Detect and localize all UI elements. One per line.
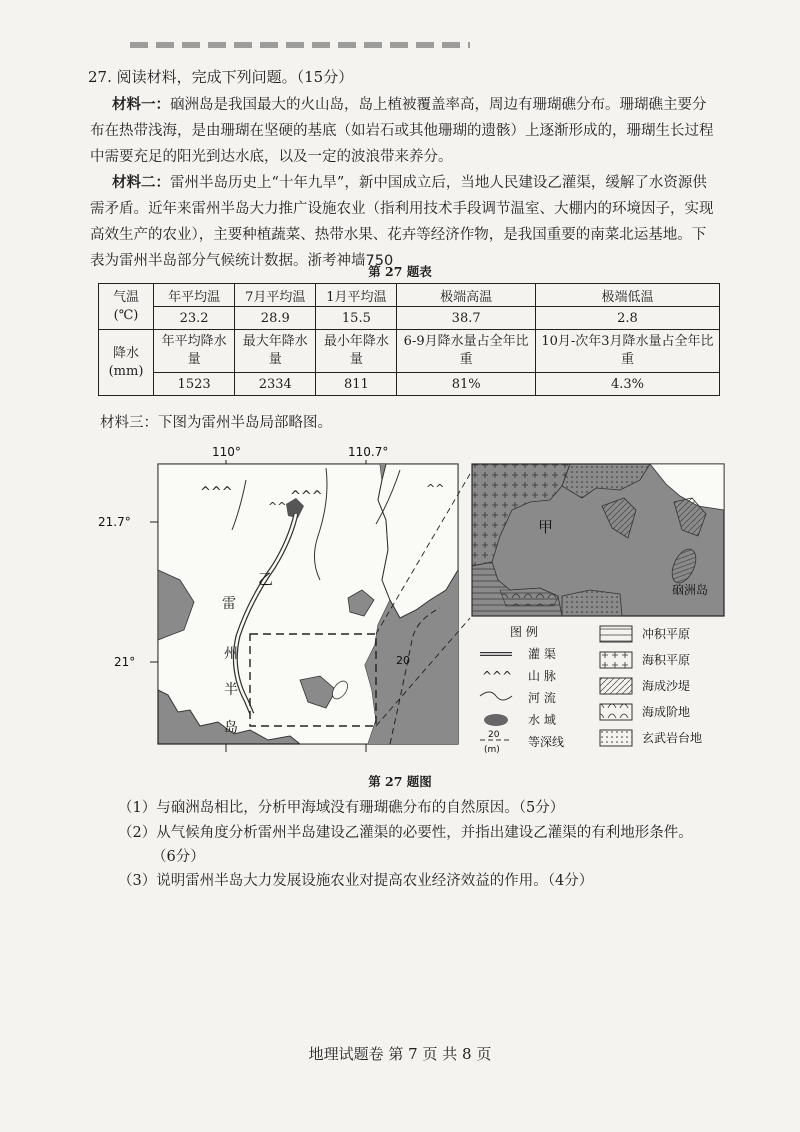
legend-item: 海成阶地: [642, 705, 691, 719]
table-cell: 15.5: [316, 307, 397, 330]
table-cell: 38.7: [397, 307, 536, 330]
table-cell: 2334: [235, 373, 316, 396]
legend-item: 海积平原: [642, 653, 691, 667]
map-legend: [480, 624, 702, 755]
table-cell: 7月平均温: [235, 284, 316, 307]
main-map: [98, 445, 470, 752]
legend-title: 图 例: [510, 625, 538, 639]
svg-text:^^^: ^^^: [482, 669, 513, 683]
leizhou-map: [98, 440, 730, 770]
question-title: 27. 阅读材料，完成下列问题。（15分）: [88, 68, 354, 86]
sub-question-2-score: （6分）: [152, 849, 205, 865]
table-row: [99, 330, 720, 373]
rain-header: 降水 (mm): [99, 330, 154, 396]
table-cell: 6-9月降水量占全年比重: [397, 330, 536, 373]
legend-item: 山 脉: [528, 669, 556, 683]
lon-label-110: 110°: [212, 445, 241, 459]
svg-text:^^^: ^^^: [200, 485, 233, 500]
material-1: [90, 92, 720, 170]
table-cell: 4.3%: [535, 373, 719, 396]
table-cell: 年平均温: [154, 284, 235, 307]
lat-label-21: 21°: [114, 655, 136, 669]
table-cell: 81%: [397, 373, 536, 396]
table-cell: 28.9: [235, 307, 316, 330]
legend-item: 水 域: [528, 713, 556, 727]
table-cell: 最大年降水量: [235, 330, 316, 373]
table-cell: 2.8: [535, 307, 719, 330]
material-1-label: 材料一：: [112, 96, 170, 113]
material-1-text: 硇洲岛是我国最大的火山岛，岛上植被覆盖率高，周边有珊瑚礁分布。珊瑚礁主要分布在热带浅海，是由珊瑚在坚硬的基底（如岩石或其他珊瑚的遗骸）上逐渐形成的，珊瑚生长过程中需要充足的阳光到达水底，以及一定的波浪带来养分。: [90, 97, 714, 165]
table-row: [99, 373, 720, 396]
table-cell: 1523: [154, 373, 235, 396]
peninsula-char: 雷: [222, 596, 236, 612]
table-cell: 极端高温: [397, 284, 536, 307]
table-cell: 23.2: [154, 307, 235, 330]
figure-caption: 第 27 题图: [368, 774, 432, 789]
peninsula-char: 岛: [224, 720, 238, 736]
legend-isobath-sample: 20: [488, 730, 500, 740]
table-row: [99, 284, 720, 307]
legend-item: 等深线: [528, 735, 565, 749]
legend-item: 河 流: [528, 691, 556, 705]
svg-text:^^: ^^: [268, 500, 287, 513]
table-cell: 10月-次年3月降水量占全年比重: [535, 330, 719, 373]
table-cell: 最小年降水量: [316, 330, 397, 373]
table-cell: 极端低温: [535, 284, 719, 307]
sub-question-3: （3）说明雷州半岛大力发展设施农业对提高农业经济效益的作用。（4分）: [118, 873, 594, 889]
scan-artifact: [130, 42, 470, 48]
lat-label-21-7: 21.7°: [98, 515, 131, 529]
isobath-label: 20: [396, 654, 410, 667]
temp-header: 气温 (℃): [99, 284, 154, 330]
peninsula-char: 半: [224, 682, 238, 698]
climate-table: [98, 283, 720, 396]
legend-item: 冲积平原: [642, 627, 691, 641]
table-caption: 第 27 题表: [368, 264, 432, 279]
page-footer: 地理试题卷 第 7 页 共 8 页: [308, 1045, 492, 1063]
inset-map: [472, 464, 724, 616]
legend-item: 玄武岩台地: [642, 731, 703, 745]
material-3: 材料三：下图为雷州半岛局部略图。: [100, 415, 332, 431]
inset-sea-label: 甲: [538, 518, 554, 536]
table-cell: 811: [316, 373, 397, 396]
lon-label-110-7: 110.7°: [348, 445, 389, 459]
sub-question-2: （2）从气候角度分析雷州半岛建设乙灌渠的必要性，并指出建设乙灌渠的有利地形条件。: [118, 825, 693, 841]
legend-isobath-unit: (m): [484, 745, 500, 755]
canal-label: 乙: [258, 570, 274, 588]
svg-text:^^: ^^: [426, 482, 445, 495]
peninsula-char: 州: [224, 646, 238, 662]
material-2: [90, 170, 720, 274]
svg-text:^^^: ^^^: [290, 489, 323, 504]
material-2-label: 材料二：: [112, 174, 170, 191]
legend-item: 海成沙堤: [642, 679, 691, 693]
legend-item: 灌 渠: [528, 647, 556, 661]
table-cell: 1月平均温: [316, 284, 397, 307]
sub-question-1: （1）与硇洲岛相比，分析甲海域没有珊瑚礁分布的自然原因。（5分）: [118, 800, 565, 816]
table-cell: 年平均降水量: [154, 330, 235, 373]
table-row: [99, 307, 720, 330]
watermark-text: 浙考神墙750: [307, 253, 394, 269]
material-2-text: 雷州半岛历史上“十年九旱”，新中国成立后，当地人民建设乙灌渠，缓解了水资源供需矛盾。近年来雷州半岛大力推广设施农业（指利用技术手段调节温室、大棚内的环境因子，实现高效生产的农业），主要种植蔬菜、热带水果、花卉等经济作物，是我国重要的南菜北运基地。下表为雷州半岛部分气候统计数据。: [90, 175, 714, 269]
inset-island-label: 硇洲岛: [672, 583, 709, 597]
